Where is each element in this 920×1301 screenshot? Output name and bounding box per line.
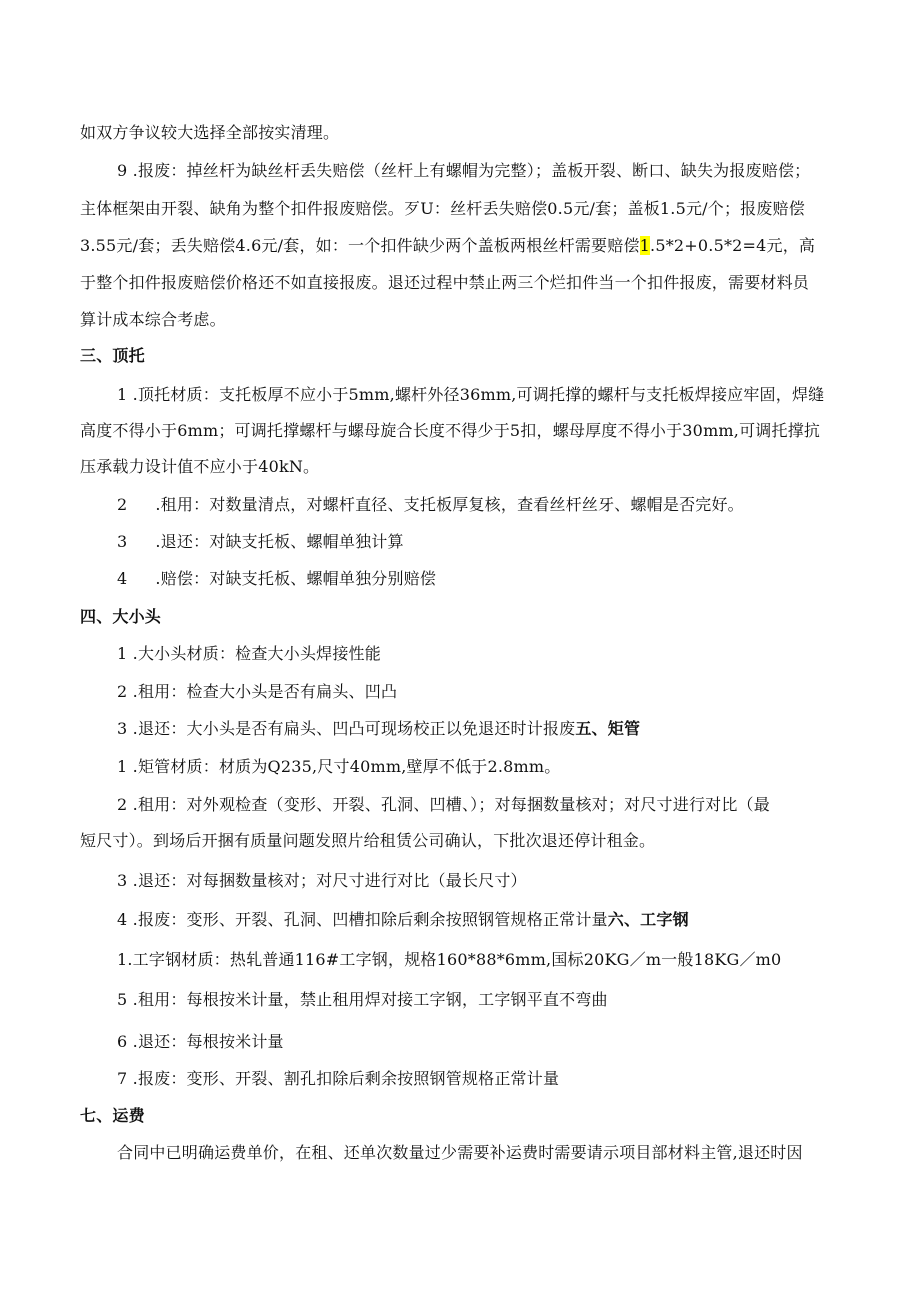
s5-item-1: 1 .矩管材质：材质为Q235,尺寸40mm,壁厚不低于2.8mm。	[117, 757, 561, 776]
s3-item-1-line-2: 高度不得小于6mm；可调托撑螺杆与螺母旋合长度不得少于5扣，螺母厚度不得小于30mm,可调托撑抗	[80, 421, 821, 440]
section-heading-4: 四、大小头	[80, 607, 162, 626]
s5-item-2-line-2: 短尺寸）。到场后开捆有质量问题发照片给租赁公司确认，下批次退还停计租金。	[80, 831, 656, 850]
s5-item-4	[117, 909, 850, 931]
s4-item-1: 1 .大小头材质：检查大小头焊接性能	[117, 644, 381, 663]
item-9-line-4: 于整个扣件报废赔偿价格还不如直接报废。退还过程中禁止两三个烂扣件当一个扣件报废，需要材料员	[80, 273, 810, 292]
s6-item-1: 1.工字钢材质：热轧普通116#工字钢，规格160*88*6mm,国标20KG／m一般18KG／m0	[117, 950, 782, 969]
section-heading-5: 五、矩管	[575, 719, 641, 738]
section-heading-6: 六、工字钢	[607, 910, 689, 929]
section-heading-7: 七、运费	[80, 1106, 145, 1125]
item-text: .退还：对缺支托板、螺帽单独计算	[155, 532, 404, 551]
item-text: 4 .报废：变形、开裂、孔洞、凹槽扣除后剩余按照钢管规格正常计量	[117, 910, 608, 929]
item-text: .租用：对数量清点，对螺杆直径、支托板厚复核，查看丝杆丝牙、螺帽是否完好。	[155, 495, 744, 514]
s3-item-2	[117, 494, 850, 516]
s3-item-4	[117, 568, 850, 590]
item-number: 4	[117, 569, 128, 588]
text-run: .5*2+0.5*2=4元，高	[650, 236, 816, 255]
s4-item-2: 2 .租用：检查大小头是否有扁头、凹凸	[117, 682, 398, 701]
item-number: 3	[117, 532, 128, 551]
s6-item-6: 6 .退还：每根按米计量	[117, 1032, 284, 1051]
item-9-line-2: 主体框架由开裂、缺角为整个扣件报废赔偿。歹U：丝杆丢失赔偿0.5元/套；盖板1.5元/个；报废赔偿	[80, 199, 805, 218]
item-9-line-1: 9 .报废：掉丝杆为缺丝杆丢失赔偿（丝杆上有螺帽为完整）；盖板开裂、断口、缺失为报废赔偿；	[117, 161, 811, 180]
paragraph-line: 如双方争议较大选择全部按实清理。	[80, 123, 340, 142]
s5-item-2-line-1: 2 .租用：对外观检查（变形、开裂、孔洞、凹槽、）；对每捆数量核对；对尺寸进行对比（最	[117, 795, 770, 814]
text-run: 3.55元/套；丢失赔偿4.6元/套，如：一个扣件缺少两个盖板两根丝杆需要赔偿	[80, 236, 640, 255]
highlighted-text: 1	[639, 236, 651, 255]
s4-item-3	[117, 718, 850, 740]
s6-item-7: 7 .报废：变形、开裂、割孔扣除后剩余按照钢管规格正常计量	[117, 1069, 560, 1088]
item-9-line-3	[80, 235, 850, 257]
s6-item-5: 5 .租用：每根按米计量，禁止租用焊对接工字钢，工字钢平直不弯曲	[117, 990, 608, 1009]
item-number: 2	[117, 495, 128, 514]
s3-item-3	[117, 531, 850, 553]
s7-paragraph-line-1: 合同中已明确运费单价，在租、还单次数量过少需要补运费时需要请示项目部材料主管,退还时因	[117, 1143, 803, 1162]
item-text: 3 .退还：大小头是否有扁头、凹凸可现场校正以免退还时计报废	[117, 719, 576, 738]
s3-item-1-line-1: 1 .顶托材质：支托板厚不应小于5mm,螺杆外径36mm,可调托撑的螺杆与支托板焊接应牢固，焊缝	[117, 385, 825, 404]
item-9-line-5: 算计成本综合考虑。	[80, 310, 226, 329]
s5-item-3: 3 .退还：对每捆数量核对；对尺寸进行对比（最长尺寸）	[117, 871, 527, 890]
item-text: .赔偿：对缺支托板、螺帽单独分别赔偿	[155, 569, 437, 588]
section-heading-3: 三、顶托	[80, 346, 145, 365]
s3-item-1-line-3: 压承载力设计值不应小于40kN。	[80, 457, 320, 476]
